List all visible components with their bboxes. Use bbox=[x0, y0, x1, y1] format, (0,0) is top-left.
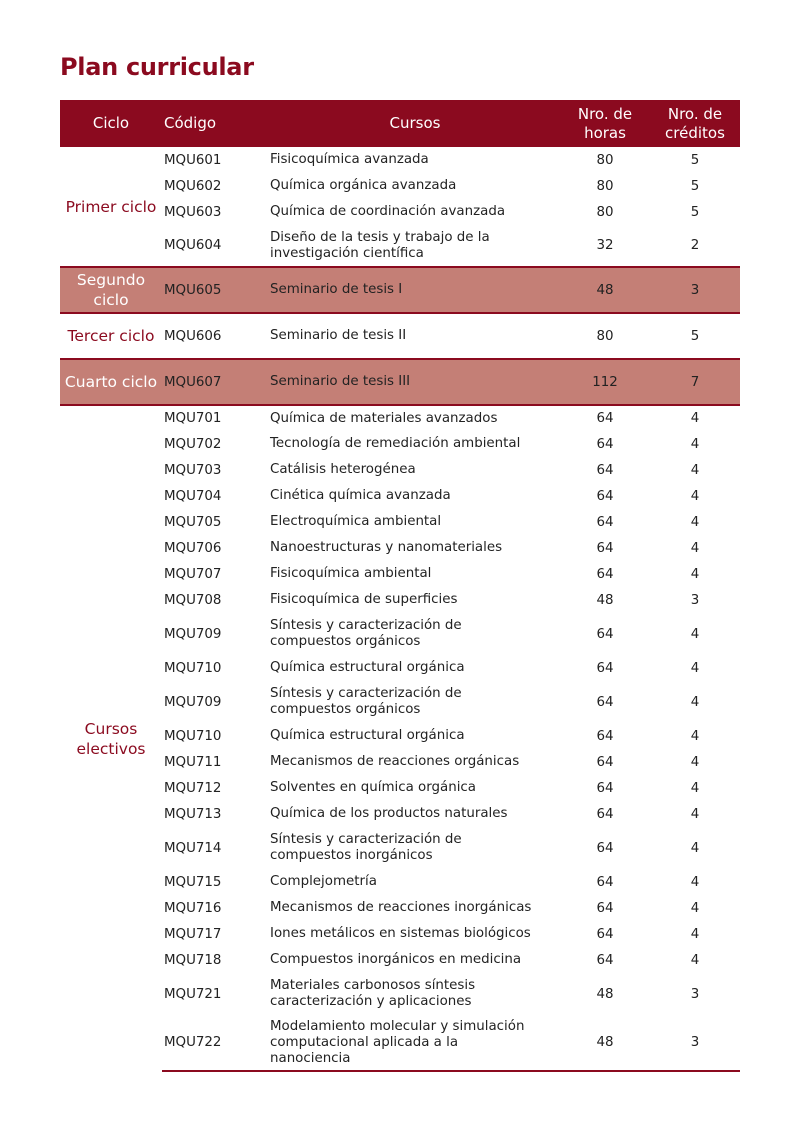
course-name: Química de materiales avanzados bbox=[270, 405, 560, 431]
course-name: Electroquímica ambiental bbox=[270, 514, 442, 529]
table-body bbox=[60, 147, 740, 1071]
course-name: Modelamiento molecular y simulación computacional aplicada a la nanociencia bbox=[270, 1015, 560, 1071]
table-row bbox=[60, 587, 740, 613]
course-code: MQU704 bbox=[164, 488, 222, 504]
course-hours: 112 bbox=[560, 359, 650, 405]
table-row bbox=[60, 723, 740, 749]
course-credits: 3 bbox=[650, 267, 740, 313]
course-code: MQU705 bbox=[164, 514, 222, 530]
course-code: MQU709 bbox=[164, 694, 222, 710]
course-code: MQU715 bbox=[164, 874, 222, 890]
cycle-label: Tercer ciclo bbox=[60, 313, 162, 359]
course-hours: 64 bbox=[596, 694, 614, 710]
course-hours: 64 bbox=[596, 780, 614, 796]
course-hours: 80 bbox=[596, 178, 614, 194]
course-credits: 5 bbox=[690, 152, 700, 168]
cycle-label: Cuarto ciclo bbox=[60, 359, 162, 405]
table-row bbox=[60, 225, 740, 267]
course-hours: 64 bbox=[596, 754, 614, 770]
course-name: Solventes en química orgánica bbox=[270, 780, 477, 795]
course-code: MQU714 bbox=[164, 840, 222, 856]
course-code: MQU708 bbox=[164, 592, 222, 608]
course-hours: 64 bbox=[596, 874, 614, 890]
table-row bbox=[60, 1015, 740, 1071]
course-credits: 5 bbox=[690, 204, 700, 220]
course-credits: 4 bbox=[690, 488, 700, 504]
course-credits: 4 bbox=[690, 952, 700, 968]
course-credits: 7 bbox=[650, 359, 740, 405]
course-name: Fisicoquímica de superficies bbox=[270, 592, 458, 607]
course-credits: 4 bbox=[690, 728, 700, 744]
course-name: Química de coordinación avanzada bbox=[270, 204, 506, 219]
course-credits: 4 bbox=[690, 626, 700, 642]
cycle-label: Segundo ciclo bbox=[60, 267, 162, 313]
course-credits: 4 bbox=[690, 780, 700, 796]
course-name: Química orgánica avanzada bbox=[270, 178, 457, 193]
table-row bbox=[60, 359, 740, 405]
course-hours: 80 bbox=[596, 152, 614, 168]
course-credits: 3 bbox=[690, 986, 700, 1002]
course-code: MQU709 bbox=[164, 626, 222, 642]
header-ciclo: Ciclo bbox=[60, 100, 162, 147]
course-hours: 64 bbox=[596, 514, 614, 530]
course-credits: 4 bbox=[690, 754, 700, 770]
course-name: Fisicoquímica avanzada bbox=[270, 152, 429, 167]
course-credits: 4 bbox=[690, 462, 700, 478]
course-hours: 80 bbox=[560, 313, 650, 359]
course-code: MQU606 bbox=[162, 313, 270, 359]
course-hours: 48 bbox=[596, 592, 614, 608]
course-hours: 64 bbox=[596, 660, 614, 676]
table-row bbox=[60, 313, 740, 359]
course-hours: 32 bbox=[596, 238, 614, 253]
course-hours: 64 bbox=[596, 436, 614, 452]
course-credits: 5 bbox=[650, 313, 740, 359]
table-row bbox=[60, 173, 740, 199]
course-name: Mecanismos de reacciones orgánicas bbox=[270, 754, 520, 769]
course-credits: 4 bbox=[690, 566, 700, 582]
curriculum-table bbox=[60, 100, 740, 1072]
course-name: Síntesis y caracterización de compuestos orgánicos bbox=[270, 618, 462, 649]
cycle-label: Cursos electivos bbox=[60, 405, 162, 1071]
header-codigo: Código bbox=[162, 100, 270, 147]
course-hours: 64 bbox=[596, 728, 614, 744]
course-code: MQU602 bbox=[164, 178, 222, 194]
table-header bbox=[60, 100, 740, 147]
cycle-label: Primer ciclo bbox=[65, 197, 157, 216]
course-name: Diseño de la tesis y trabajo de la investigación científica bbox=[270, 229, 490, 261]
course-code: MQU722 bbox=[162, 1015, 270, 1071]
course-name: Seminario de tesis II bbox=[270, 313, 560, 359]
table-row bbox=[60, 457, 740, 483]
course-code: MQU701 bbox=[162, 405, 270, 431]
table-row bbox=[60, 199, 740, 225]
table-row bbox=[60, 681, 740, 723]
course-credits: 4 bbox=[690, 436, 700, 452]
course-code: MQU603 bbox=[164, 204, 222, 220]
header-creditos: Nro. de créditos bbox=[650, 100, 740, 147]
course-code: MQU707 bbox=[164, 566, 222, 582]
course-code: MQU706 bbox=[164, 540, 222, 556]
course-code: MQU710 bbox=[164, 660, 222, 676]
course-code: MQU711 bbox=[164, 754, 222, 770]
course-name: Síntesis y caracterización de compuestos inorgánicos bbox=[270, 832, 462, 863]
course-code: MQU607 bbox=[162, 359, 270, 405]
table-row bbox=[60, 267, 740, 313]
course-name: Catálisis heterogénea bbox=[270, 462, 416, 477]
course-code: MQU721 bbox=[164, 986, 222, 1002]
course-credits: 4 bbox=[690, 806, 700, 822]
table-row bbox=[60, 147, 740, 173]
course-hours: 48 bbox=[560, 1015, 650, 1071]
course-name: Compuestos inorgánicos en medicina bbox=[270, 952, 522, 967]
table-row bbox=[60, 947, 740, 973]
table-row bbox=[60, 509, 740, 535]
course-credits: 3 bbox=[650, 1015, 740, 1071]
table-row bbox=[60, 921, 740, 947]
table-row bbox=[60, 535, 740, 561]
course-name: Química estructural orgánica bbox=[270, 660, 465, 675]
table-row bbox=[60, 483, 740, 509]
header-horas: Nro. de horas bbox=[560, 100, 650, 147]
course-name: Seminario de tesis I bbox=[270, 267, 560, 313]
table-row bbox=[60, 431, 740, 457]
table-row bbox=[60, 749, 740, 775]
course-credits: 3 bbox=[690, 592, 700, 608]
course-hours: 64 bbox=[596, 840, 614, 856]
course-name: Nanoestructuras y nanomateriales bbox=[270, 540, 503, 555]
course-name: Fisicoquímica ambiental bbox=[270, 566, 432, 581]
course-name: Iones metálicos en sistemas biológicos bbox=[270, 926, 531, 941]
course-credits: 4 bbox=[690, 900, 700, 916]
course-credits: 4 bbox=[690, 874, 700, 890]
course-name: Complejometría bbox=[270, 874, 377, 889]
course-name: Química de los productos naturales bbox=[270, 806, 508, 821]
course-credits: 5 bbox=[690, 178, 700, 194]
course-credits: 4 bbox=[690, 514, 700, 530]
course-code: MQU604 bbox=[164, 238, 222, 253]
course-name: Mecanismos de reacciones inorgánicas bbox=[270, 900, 532, 915]
course-hours: 64 bbox=[596, 952, 614, 968]
course-hours: 64 bbox=[596, 806, 614, 822]
course-name: Tecnología de remediación ambiental bbox=[270, 436, 521, 451]
course-code: MQU710 bbox=[164, 728, 222, 744]
course-hours: 64 bbox=[596, 626, 614, 642]
course-hours: 64 bbox=[596, 900, 614, 916]
course-code: MQU718 bbox=[164, 952, 222, 968]
course-code: MQU713 bbox=[164, 806, 222, 822]
course-code: MQU601 bbox=[164, 152, 222, 168]
course-hours: 64 bbox=[596, 488, 614, 504]
course-credits: 4 bbox=[690, 540, 700, 556]
course-hours: 64 bbox=[560, 405, 650, 431]
table-row bbox=[60, 613, 740, 655]
course-code: MQU712 bbox=[164, 780, 222, 796]
course-code: MQU716 bbox=[164, 900, 222, 916]
course-credits: 4 bbox=[690, 840, 700, 856]
course-hours: 64 bbox=[596, 462, 614, 478]
page-title: Plan curricular bbox=[60, 53, 254, 81]
course-code: MQU703 bbox=[164, 462, 222, 478]
course-credits: 4 bbox=[690, 660, 700, 676]
course-credits: 4 bbox=[690, 926, 700, 942]
table-row bbox=[60, 801, 740, 827]
table-row bbox=[60, 561, 740, 587]
course-code: MQU717 bbox=[164, 926, 222, 942]
course-name: Química estructural orgánica bbox=[270, 728, 465, 743]
course-name: Síntesis y caracterización de compuestos orgánicos bbox=[270, 686, 462, 717]
course-name: Materiales carbonosos síntesis caracterización y aplicaciones bbox=[270, 978, 476, 1009]
course-credits: 4 bbox=[650, 405, 740, 431]
table-row bbox=[60, 655, 740, 681]
course-code: MQU702 bbox=[164, 436, 222, 452]
header-cursos: Cursos bbox=[270, 100, 560, 147]
table-row bbox=[60, 973, 740, 1015]
course-credits: 2 bbox=[690, 238, 700, 253]
course-hours: 48 bbox=[560, 267, 650, 313]
course-name: Cinética química avanzada bbox=[270, 488, 451, 503]
course-name: Seminario de tesis III bbox=[270, 359, 560, 405]
table-row bbox=[60, 895, 740, 921]
course-hours: 64 bbox=[596, 540, 614, 556]
course-code: MQU605 bbox=[162, 267, 270, 313]
course-hours: 64 bbox=[596, 566, 614, 582]
course-hours: 64 bbox=[596, 926, 614, 942]
course-credits: 4 bbox=[690, 694, 700, 710]
table-row bbox=[60, 827, 740, 869]
course-hours: 48 bbox=[596, 986, 614, 1002]
table-row bbox=[60, 869, 740, 895]
course-hours: 80 bbox=[596, 204, 614, 220]
table-row bbox=[60, 405, 740, 431]
table-row bbox=[60, 775, 740, 801]
